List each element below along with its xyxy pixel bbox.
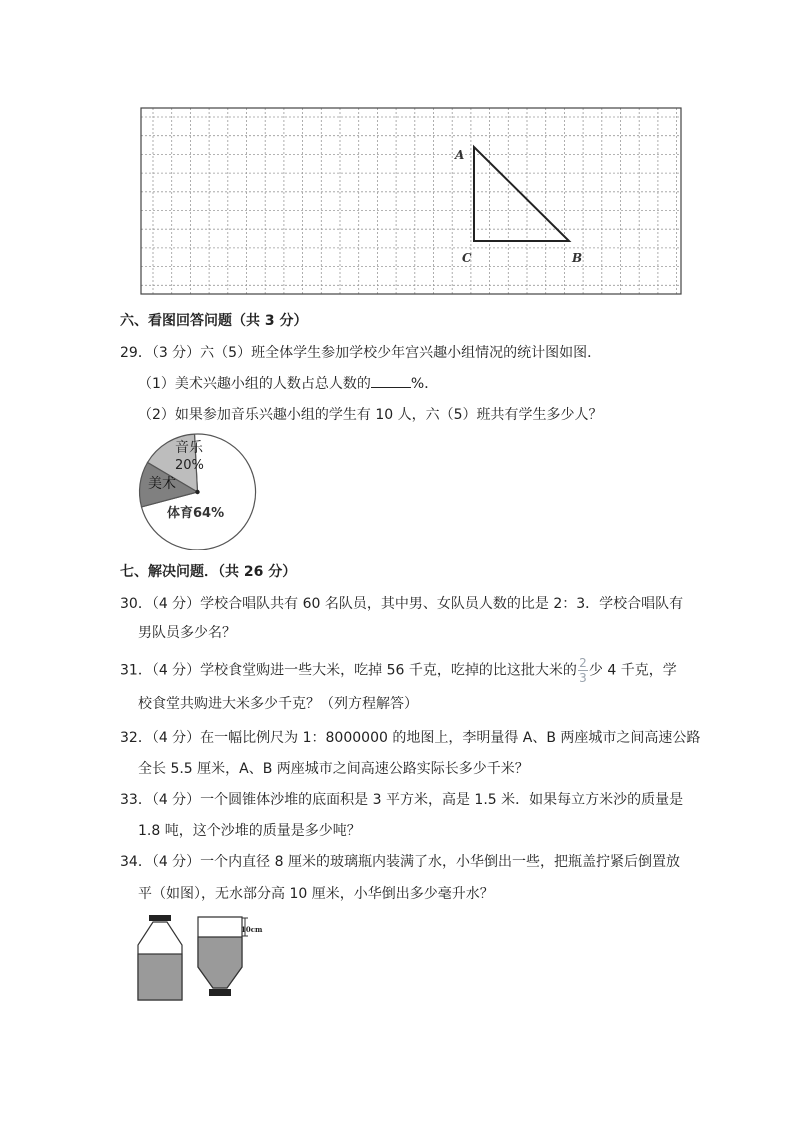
pie-label-sports: 体育64% [167,506,225,521]
bottle-height-label: 10cm [241,925,263,934]
section6-heading: 六、看图回答问题（共 3 分） [120,313,308,329]
q30-line2: 男队员多少名？ [138,625,236,641]
grid-figure [140,107,683,296]
q31-text-before: 31．（4 分）学校食堂购进一些大米，吃掉 56 千克，吃掉的比这批大米的 [120,662,577,679]
q32-line2: 全长 5.5 厘米，A、B 两座城市之间高速公路实际长多少千米？ [138,761,529,777]
fraction-numerator: 2 [579,656,587,670]
q31-text-after: 少 4 千克，学 [588,662,677,679]
fraction-denominator: 3 [579,671,587,685]
pie-label-art: 美术 [148,476,176,492]
section7-heading: 七、解决问题．（共 26 分） [120,564,297,580]
q31-line2: 校食堂共购进大米多少千克？（列方程解答） [138,696,418,712]
vertex-label-a: A [455,148,465,162]
q29-part2: （2）如果参加音乐兴趣小组的学生有 10 人，六（5）班共有学生多少人？ [138,407,603,423]
q29-part1-after: %． [410,376,439,392]
q34-line2: 平（如图），无水部分高 10 厘米，小华倒出多少毫升水？ [138,886,494,902]
pie-label-music-pct: 20% [175,458,204,473]
vertex-label-b: B [572,251,583,265]
pie-chart [135,432,260,550]
q31-line1 [120,657,677,684]
q33-line2: 1.8 吨，这个沙堆的质量是多少吨？ [138,823,361,839]
bottles-figure [135,912,275,1004]
q29-part1 [138,373,438,394]
triangle-abc [474,147,569,241]
q30-line1: 30．（4 分）学校合唱队共有 60 名队员，其中男、女队员人数的比是 2：3．学校合唱队有 [120,596,684,612]
q29-part1-before: （1）美术兴趣小组的人数占总人数的 [138,376,371,392]
q33-line1: 33．（4 分）一个圆锥体沙堆的底面积是 3 平方米，高是 1.5 米．如果每立方米沙的质量是 [120,792,684,808]
bottle-inverted [198,917,263,996]
vertex-label-c: C [462,251,472,265]
pie-center-dot [195,490,199,494]
bottle-upright [138,915,182,1000]
q32-line1: 32．（4 分）在一幅比例尺为 1：8000000 的地图上，李明量得 A、B 两座城市之间高速公路 [120,730,701,746]
fraction-two-thirds [578,657,588,684]
q29-stem: 29．（3 分）六（5）班全体学生参加学校少年宫兴趣小组情况的统计图如图． [120,345,602,361]
answer-blank [371,373,411,388]
pie-label-music: 音乐 [175,440,203,456]
q34-line1: 34．（4 分）一个内直径 8 厘米的玻璃瓶内装满了水，小华倒出一些，把瓶盖拧紧后倒置放 [120,854,680,870]
